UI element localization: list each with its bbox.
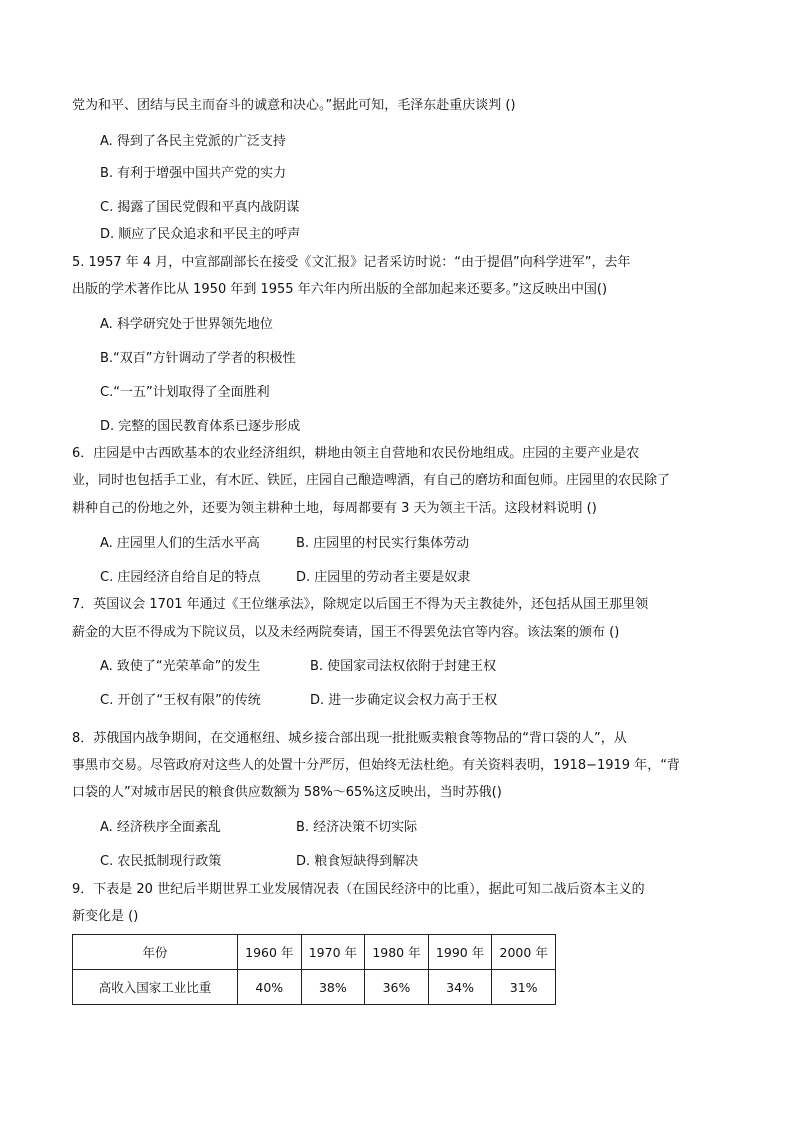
- q5-option-a: A. 科学研究处于世界领先地位: [100, 317, 273, 332]
- q5-stem-line-2: 出版的学术著作比从 1950 年到 1955 年六年内所出版的全部加起来还要多。”这反映出中国(): [72, 282, 608, 297]
- table-header-row: [73, 935, 556, 970]
- q8-option-c: C. 农民抵制现行政策: [100, 854, 222, 869]
- q5-option-b: B.“双百”方针调动了学者的积极性: [100, 351, 296, 366]
- q8-option-d: D. 粮食短缺得到解决: [296, 854, 419, 869]
- table-value-cell: 38%: [301, 970, 365, 1005]
- q5-option-c: C.“一五”计划取得了全面胜利: [100, 385, 270, 400]
- q7-option-d: D. 进一步确定议会权力高于王权: [310, 693, 498, 708]
- q9-stem-line-2: 新变化是 (): [72, 909, 139, 924]
- q8-option-a: A. 经济秩序全面紊乱: [100, 820, 221, 835]
- q9-stem-line-1: 9．下表是 20 世纪后半期世界工业发展情况表（在国民经济中的比重），据此可知二战后资本主义的: [72, 882, 645, 897]
- table-value-cell: 34%: [428, 970, 492, 1005]
- table-year-cell: 2000 年: [492, 935, 556, 970]
- q7-option-b: B. 使国家司法权依附于封建王权: [310, 659, 497, 674]
- industry-share-table: [72, 934, 556, 1005]
- q6-stem-line-1: 6．庄园是中古西欧基本的农业经济组织，耕地由领主自营地和农民份地组成。庄园的主要产业是农: [72, 446, 640, 461]
- q6-option-c: C. 庄园经济自给自足的特点: [100, 570, 261, 585]
- table-year-cell: 1960 年: [238, 935, 302, 970]
- table-year-cell: 1990 年: [428, 935, 492, 970]
- q6-stem-line-2: 业，同时也包括手工业，有木匠、铁匠，庄园自己酿造啤酒，有自己的磨坊和面包师。庄园里的农民除了: [72, 473, 671, 488]
- table-header-label: 年份: [73, 935, 238, 970]
- q4-option-b: B. 有利于增强中国共产党的实力: [100, 166, 287, 181]
- q6-stem-line-3: 耕种自己的份地之外，还要为领主耕种土地，每周都要有 3 天为领主干活。这段材料说明 (): [72, 501, 597, 516]
- q8-stem-line-1: 8．苏俄国内战争期间，在交通枢纽、城乡接合部出现一批批贩卖粮食等物品的“背口袋的人”，从: [72, 731, 627, 746]
- table-year-cell: 1970 年: [301, 935, 365, 970]
- q8-option-b: B. 经济决策不切实际: [296, 820, 418, 835]
- q6-option-d: D. 庄园里的劳动者主要是奴隶: [296, 570, 471, 585]
- q4-stem-end: 党为和平、团结与民主而奋斗的诚意和决心。”据此可知，毛泽东赴重庆谈判 (): [72, 98, 516, 113]
- table-value-cell: 31%: [492, 970, 556, 1005]
- q7-option-c: C. 开创了“王权有限”的传统: [100, 693, 261, 708]
- q4-option-a: A. 得到了各民主党派的广泛支持: [100, 134, 286, 149]
- q6-option-b: B. 庄园里的村民实行集体劳动: [296, 536, 470, 551]
- q7-stem-line-1: 7．英国议会 1701 年通过《王位继承法》，除规定以后国王不得为天主教徒外，还包括从国王那里领: [72, 597, 649, 612]
- q4-option-c: C. 揭露了国民党假和平真内战阴谋: [100, 200, 300, 215]
- table-row-label: 高收入国家工业比重: [73, 970, 238, 1005]
- q7-stem-line-2: 薪金的大臣不得成为下院议员，以及未经两院奏请，国王不得罢免法官等内容。该法案的颁布 (): [72, 625, 620, 640]
- table-value-cell: 36%: [365, 970, 429, 1005]
- q6-option-a: A. 庄园里人们的生活水平高: [100, 536, 260, 551]
- q4-option-d: D. 顺应了民众追求和平民主的呼声: [100, 227, 301, 242]
- table-value-cell: 40%: [238, 970, 302, 1005]
- q8-stem-line-3: 口袋的人”对城市居民的粮食供应数额为 58%～65%这反映出，当时苏俄(): [72, 785, 502, 800]
- q5-stem-line-1: 5. 1957 年 4 月，中宣部副部长在接受《文汇报》记者采访时说：“由于提倡”向科学进军”，去年: [72, 255, 631, 270]
- q8-stem-line-2: 事黑市交易。尽管政府对这些人的处置十分严厉，但始终无法杜绝。有关资料表明，1918−1919 年，“背: [72, 758, 680, 773]
- table-row: [73, 970, 556, 1005]
- q5-option-d: D. 完整的国民教育体系已逐步形成: [100, 419, 301, 434]
- table-year-cell: 1980 年: [365, 935, 429, 970]
- q7-option-a: A. 致使了“光荣革命”的发生: [100, 659, 261, 674]
